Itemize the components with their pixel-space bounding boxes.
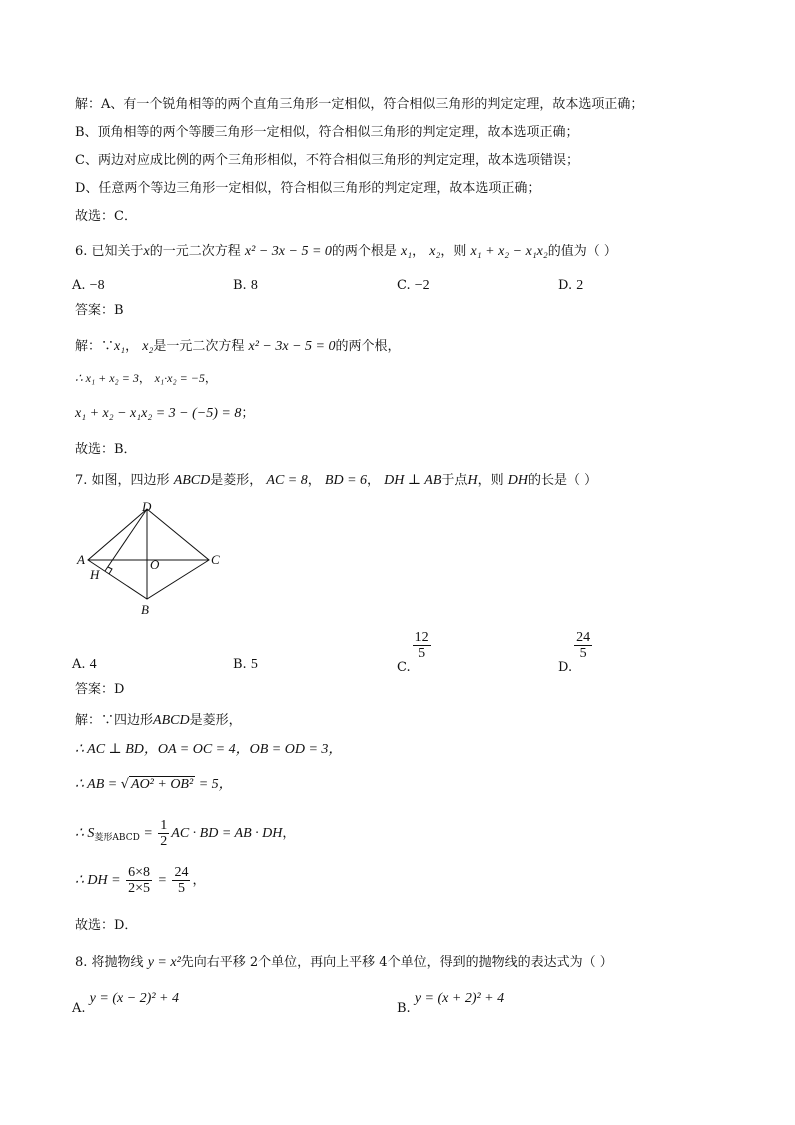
q7-stem bbox=[75, 472, 597, 490]
q6-sol1-sep: ， bbox=[125, 339, 139, 354]
q7-stem-mid2: 于点 bbox=[441, 473, 468, 488]
q7-sol4-eq: = bbox=[139, 826, 157, 841]
q7-quadrilateral: ABCD bbox=[173, 473, 211, 488]
q7-option-d-num: 24 bbox=[576, 630, 591, 645]
q7-sol5-fraction2 bbox=[172, 865, 190, 896]
q6-root1: x₁ bbox=[401, 244, 413, 259]
q6-option-b-value: 8 bbox=[250, 278, 258, 293]
q6-option-b bbox=[233, 277, 258, 295]
q8-parabola: y = x² bbox=[147, 955, 181, 970]
q6-option-a-letter: A. bbox=[72, 278, 86, 293]
q8-stem-suffix: 先向右平移 2个单位，再向上平移 4个单位，得到的抛物线的表达式为（ ） bbox=[180, 955, 613, 970]
q7-solution-line2 bbox=[75, 741, 342, 759]
q7-dh: DH bbox=[507, 473, 528, 488]
q7-option-a-value: 4 bbox=[89, 657, 97, 672]
q6-sol2-sep1: ， bbox=[138, 371, 151, 385]
q7-option-b-letter: B. bbox=[233, 657, 247, 672]
q7-option-a bbox=[72, 656, 97, 674]
q5-choice: 故选：C． bbox=[75, 209, 137, 224]
q7-sol3-prefix: ∴ AB = bbox=[75, 777, 121, 792]
q7-bd: BD = 6 bbox=[324, 473, 368, 488]
q6-stem-prefix: 6. 已知关于 bbox=[75, 244, 144, 259]
q6-option-d-value: 2 bbox=[576, 278, 584, 293]
q6-variable: x bbox=[143, 244, 150, 259]
q7-answer: 答案：D bbox=[75, 682, 125, 697]
q8-stem-prefix: 8. 将抛物线 bbox=[75, 955, 144, 970]
q6-stem-mid2: 的两个根是 bbox=[331, 244, 397, 259]
q7-sep1: ， bbox=[307, 473, 321, 488]
q6-result: x₁ + x₂ − x₁x₂ = 3 − (−5) = 8 bbox=[75, 406, 242, 421]
q7-choice: 故选：D． bbox=[75, 918, 138, 933]
q5-solution-d: D、任意两个等边三角形一定相似，符合相似三角形的判定定理，故本选项正确； bbox=[75, 181, 541, 196]
q6-sol1-equation: x² − 3x − 5 = 0 bbox=[248, 339, 336, 354]
q7-option-c-num: 12 bbox=[414, 630, 429, 645]
q6-answer: 答案：B bbox=[75, 303, 124, 318]
q8-option-b bbox=[397, 990, 504, 1018]
q7-stem-suffix: 的长是（ ） bbox=[527, 473, 598, 488]
q6-choice: 故选：B． bbox=[75, 442, 137, 457]
q7-sol1-prefix: 解：∵四边形 bbox=[75, 713, 154, 728]
q6-sol3-end: ； bbox=[241, 406, 255, 421]
q7-option-d-letter: D. bbox=[558, 660, 573, 675]
q7-sol5-fraction1 bbox=[126, 865, 152, 896]
q6-product: x₁·x₂ = −5 bbox=[154, 371, 205, 385]
q6-solution-line2 bbox=[75, 369, 217, 387]
q7-sol4-fraction bbox=[158, 818, 169, 849]
q7-sol5-num2: 24 bbox=[174, 865, 189, 880]
q6-option-c bbox=[397, 277, 430, 295]
q7-sol4-den: 2 bbox=[160, 834, 168, 849]
q7-ac: AC = 8 bbox=[266, 473, 308, 488]
q7-sol3-root: AO² + OB² bbox=[131, 777, 194, 792]
q7-option-c-letter: C. bbox=[397, 660, 411, 675]
rhombus-outline bbox=[88, 509, 209, 599]
q6-expression: x₁ + x₂ − x₁x₂ bbox=[470, 244, 548, 259]
label-d: D bbox=[142, 499, 152, 514]
q8-option-b-value: y = (x + 2)² + 4 bbox=[414, 991, 505, 1006]
q7-stem-mid3: ，则 bbox=[477, 473, 504, 488]
right-angle-mark bbox=[108, 567, 112, 574]
q6-sol1-root2: x₂ bbox=[142, 339, 154, 354]
q7-option-d-fraction bbox=[574, 630, 592, 661]
q5-solution-b: B、顶角相等的两个等腰三角形一定相似，符合相似三角形的判定定理，故本选项正确； bbox=[75, 125, 579, 140]
q6-stem-mid3: ，则 bbox=[440, 244, 467, 259]
q7-option-d-den: 5 bbox=[579, 646, 587, 661]
q6-option-a bbox=[72, 277, 105, 295]
q7-sol4-num: 1 bbox=[160, 818, 168, 833]
q7-sep2: ， bbox=[367, 473, 381, 488]
q6-sol1-suffix: 的两个根， bbox=[335, 339, 401, 354]
q7-sol5-eq: = bbox=[153, 873, 171, 888]
q6-sol1-mid: 是一元二次方程 bbox=[153, 339, 245, 354]
q7-option-c-fraction bbox=[413, 630, 431, 661]
q7-option-d bbox=[558, 630, 594, 677]
q6-option-c-letter: C. bbox=[397, 278, 411, 293]
q7-point-h: H bbox=[467, 473, 478, 488]
q7-sol4-sub: 菱形ABCD bbox=[94, 833, 140, 843]
q6-sol1-prefix: 解：∵ bbox=[75, 339, 115, 354]
q7-option-a-letter: A. bbox=[72, 657, 86, 672]
q6-sol2-sep2: ， bbox=[204, 371, 217, 385]
q7-stem-prefix: 7. 如图，四边形 bbox=[75, 473, 170, 488]
q7-sol5-prefix: ∴ DH = bbox=[75, 873, 125, 888]
q6-option-a-value: −8 bbox=[89, 278, 105, 293]
label-b: B bbox=[141, 602, 149, 617]
q6-stem-mid1: 的一元二次方程 bbox=[149, 244, 241, 259]
q7-solution-line5 bbox=[75, 862, 205, 900]
q7-sol5-num1: 6×8 bbox=[128, 865, 150, 880]
q7-sol2: ∴ AC ⊥ BD，OA = OC = 4，OB = OD = 3， bbox=[75, 742, 343, 757]
q7-option-c bbox=[397, 630, 433, 677]
q7-sol5-den2: 5 bbox=[177, 881, 185, 896]
q8-stem bbox=[75, 954, 613, 972]
q7-sol4-end: ， bbox=[282, 826, 296, 841]
label-a: A bbox=[77, 552, 85, 567]
q7-sol5-end: ， bbox=[192, 873, 206, 888]
q6-root2: x₂ bbox=[429, 244, 441, 259]
q8-option-a bbox=[72, 990, 179, 1018]
label-o: O bbox=[150, 557, 160, 572]
q8-option-a-letter: A. bbox=[72, 1001, 86, 1016]
q6-equation: x² − 3x − 5 = 0 bbox=[244, 244, 332, 259]
label-c: C bbox=[211, 552, 220, 567]
q6-solution-line1 bbox=[75, 338, 401, 356]
q7-sol4-rest: AC · BD = AB · DH bbox=[171, 826, 283, 841]
q6-option-c-value: −2 bbox=[414, 278, 430, 293]
rhombus-figure bbox=[72, 497, 232, 622]
q7-sol1-abcd: ABCD bbox=[153, 713, 190, 728]
q6-option-d bbox=[558, 277, 583, 295]
q6-option-d-letter: D. bbox=[558, 278, 573, 293]
q6-separator: ， bbox=[412, 244, 426, 259]
q7-sol5-den1: 2×5 bbox=[128, 881, 150, 896]
label-h: H bbox=[90, 567, 100, 582]
q7-option-b bbox=[233, 656, 258, 674]
q8-option-a-value: y = (x − 2)² + 4 bbox=[89, 991, 179, 1006]
q7-sol4-prefix: ∴ S bbox=[75, 826, 95, 841]
q7-solution-line4 bbox=[75, 815, 295, 853]
q7-solution-line1 bbox=[75, 712, 242, 730]
q6-stem-suffix: 的值为（ ） bbox=[547, 244, 617, 259]
q6-stem bbox=[75, 243, 617, 261]
q7-sol3-suffix: = 5， bbox=[195, 777, 233, 792]
q6-sol1-root1: x₁ bbox=[114, 339, 126, 354]
q6-sum: ∴ x₁ + x₂ = 3 bbox=[75, 371, 139, 385]
q7-option-c-den: 5 bbox=[418, 646, 426, 661]
q5-solution-c: C、两边对应成比例的两个三角形相似，不符合相似三角形的判定定理，故本选项错误； bbox=[75, 153, 579, 168]
q7-perpendicular: DH ⊥ AB bbox=[384, 473, 442, 488]
q7-stem-mid1: 是菱形， bbox=[210, 473, 263, 488]
q7-sol1-suffix: 是菱形， bbox=[189, 713, 242, 728]
q5-solution-a: 解：A、有一个锐角相等的两个直角三角形一定相似，符合相似三角形的判定定理，故本选项正确； bbox=[75, 97, 644, 112]
q6-option-b-letter: B. bbox=[233, 278, 247, 293]
q7-solution-line3: ∴ AB = √ AO² + OB² = 5， bbox=[75, 777, 233, 792]
q8-option-b-letter: B. bbox=[397, 1001, 411, 1016]
q6-solution-line3 bbox=[75, 405, 254, 423]
q7-option-b-value: 5 bbox=[250, 657, 258, 672]
